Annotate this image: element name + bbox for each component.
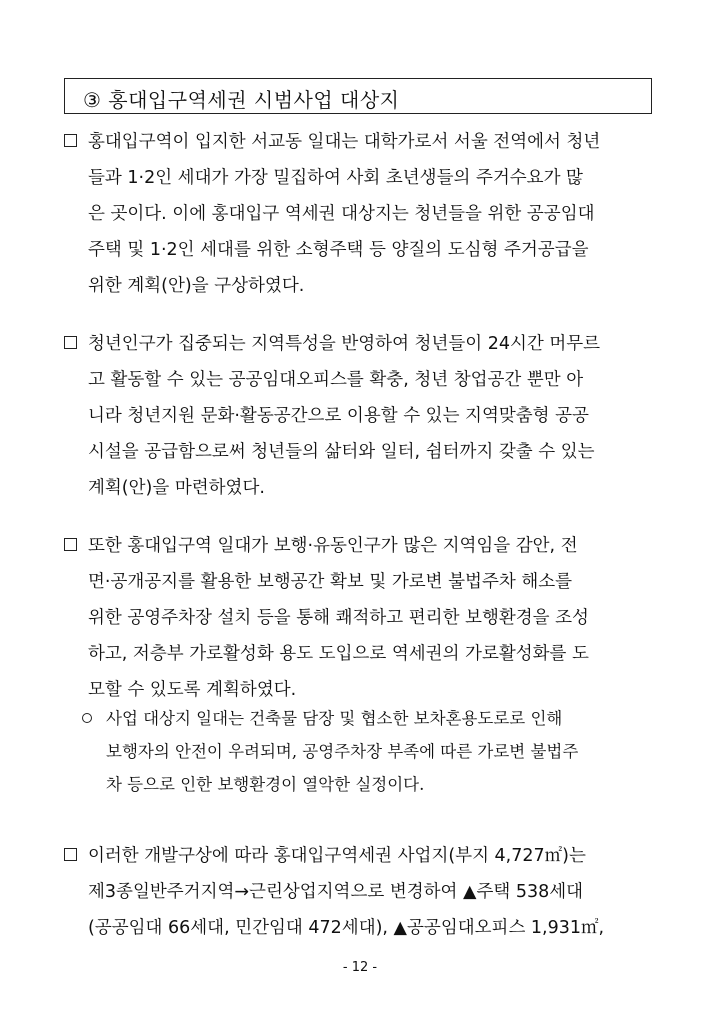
paragraph-line: 은 곳이다. 이에 홍대입구 역세권 대상지는 청년들을 위한 공공임대 [88,204,595,224]
paragraph-line: 제3종일반주거지역→근린상업지역으로 변경하여 ▲주택 538세대 [88,882,584,902]
section-heading-box [64,78,652,114]
paragraph-line: 들과 1·2인 세대가 가장 밀집하여 사회 초년생들의 주거수요가 많 [88,168,583,188]
checkbox-bullet-icon [64,538,77,551]
checkbox-bullet-icon [64,336,77,349]
sub-bullet-line: 사업 대상지 일대는 건축물 담장 및 협소한 보차혼용도로로 인해 [106,709,563,728]
paragraph-3 [64,528,664,708]
paragraph-line: 주택 및 1·2인 세대를 위한 소형주택 등 양질의 도심형 주거공급을 [88,240,589,260]
paragraph-line: 청년인구가 집중되는 지역특성을 반영하여 청년들이 24시간 머무르 [88,334,601,354]
paragraph-line: 고 활동할 수 있는 공공임대오피스를 확충, 청년 창업공간 뿐만 아 [88,370,584,390]
paragraph-line: 이러한 개발구상에 따라 홍대입구역세권 사업지(부지 4,727㎡)는 [88,846,586,866]
paragraph-line: 홍대입구역이 입지한 서교동 일대는 대학가로서 서울 전역에서 청년 [88,132,601,152]
paragraph-line: 또한 홍대입구역 일대가 보행·유동인구가 많은 지역임을 감안, 전 [88,536,578,556]
sub-bullet [82,702,672,801]
circle-bullet-icon [82,713,92,723]
paragraph-1 [64,124,664,304]
paragraph-line: 시설을 공급함으로써 청년들의 삶터와 일터, 쉼터까지 갖출 수 있는 [88,442,595,462]
paragraph-line: 위한 공영주차장 설치 등을 통해 쾌적하고 편리한 보행환경을 조성 [88,608,589,628]
paragraph-line: 면·공개공지를 활용한 보행공간 확보 및 가로변 불법주차 해소를 [88,572,573,592]
paragraph-line: 하고, 저층부 가로활성화 용도 도입으로 역세권의 가로활성화를 도 [88,644,589,664]
paragraph-2 [64,326,664,506]
sub-bullet-line: 보행자의 안전이 우려되며, 공영주차장 부족에 따른 가로변 불법주 [106,742,579,761]
section-title: ③ 홍대입구역세권 시범사업 대상지 [83,88,400,112]
page-number: - 12 - [342,960,378,975]
paragraph-line: 위한 계획(안)을 구상하였다. [88,276,305,296]
sub-bullet-line: 차 등으로 인한 보행환경이 열악한 실정이다. [106,775,425,794]
paragraph-line: 계획(안)을 마련하였다. [88,478,265,498]
checkbox-bullet-icon [64,848,77,861]
checkbox-bullet-icon [64,134,77,147]
paragraph-line: 모할 수 있도록 계획하였다. [88,680,297,700]
paragraph-line: (공공임대 66세대, 민간임대 472세대), ▲공공임대오피스 1,931㎡, [88,918,605,938]
paragraph-line: 니라 청년지원 문화·활동공간으로 이용할 수 있는 지역맞춤형 공공 [88,406,589,426]
paragraph-4 [64,838,664,946]
